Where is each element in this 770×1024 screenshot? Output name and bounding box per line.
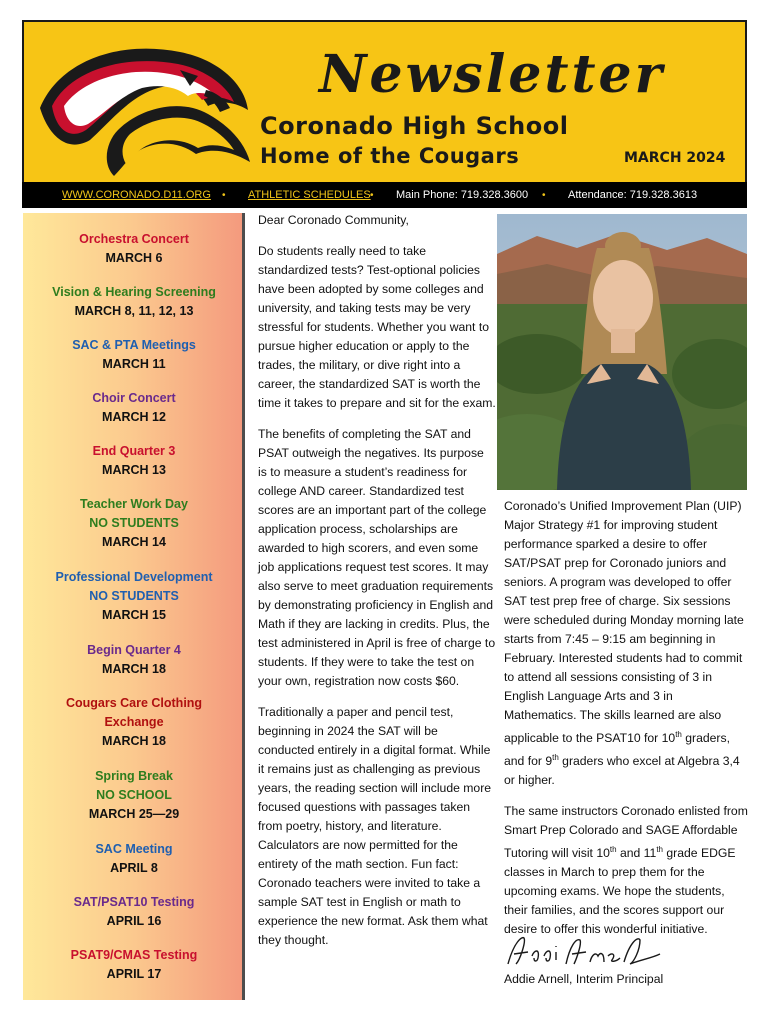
letter-text: grade EDGE classes in March to prep them for the upcoming exams. We hope the students, their families, and the scores support our desire to offer this wonderful initiative.	[504, 846, 736, 937]
letter-text: Coronado’s Unified Improvement Plan (UIP) Major Strategy #1 for improving student performance sparked a desire to offer SAT/PSAT prep for Coronado juniors and seniors. A program was developed to offer SAT test prep free of charge. Six sessions were scheduled during Monday morning late starts from 7:45 – 9:15 am beginning in February. Interested students had to commit to attend all sessions consisting of 3 in English Language Arts and 3 in Mathematics. The skills learned are also applicable to the PSAT10 for 10	[504, 499, 744, 746]
event-item	[23, 283, 245, 321]
event-date: MARCH 13	[102, 463, 166, 477]
event-title: End Quarter 3	[92, 444, 176, 458]
event-date: APRIL 17	[106, 967, 162, 981]
separator-dot: •	[222, 189, 226, 201]
event-item	[23, 230, 245, 268]
signer-name: Addie Arnell, Interim Principal	[504, 972, 664, 986]
event-date: APRIL 8	[110, 861, 158, 875]
event-date: MARCH 8, 11, 12, 13	[74, 304, 194, 318]
event-title: PSAT9/CMAS Testing	[70, 948, 198, 962]
letter-paragraph: Traditionally a paper and pencil test, beginning in 2024 the SAT will be conducted entirely in a digital format. While it remains just as challenging as previous years, the reading section will include more focused questions with passages taken from poetry, history, and literature. Calculators are now permitted for the entirety of the math section. Fun fact: Coronado teachers were invited to take a sample SAT test in English or math to experience the new format. Ask them what they thought.	[258, 705, 492, 947]
event-date: APRIL 16	[106, 914, 162, 928]
event-date: MARCH 15	[102, 608, 166, 622]
event-title: Spring Break	[95, 769, 173, 783]
event-note: Exchange	[104, 715, 164, 729]
event-item	[23, 840, 245, 878]
letter-paragraph: Do students really need to take standardized tests? Test-optional policies have been adopted by some colleges and university, and taking tests may be very stressful for students. Whether you want to pursue higher education or apply to the trades, the military, or dive right into a career, the standardized SAT is worth the time it takes to prepare and sit for the exam.	[258, 244, 496, 410]
event-item	[23, 568, 245, 625]
event-title: SAT/PSAT10 Testing	[73, 895, 195, 909]
school-tagline: Home of the Cougars	[260, 144, 520, 168]
website-link[interactable]: WWW.CORONADO.D11.ORG	[62, 189, 211, 201]
cougar-logo-icon	[30, 30, 252, 180]
issue-date: MARCH 2024	[624, 150, 726, 166]
event-title: Vision & Hearing Screening	[52, 285, 216, 299]
event-title: Begin Quarter 4	[87, 643, 181, 657]
event-note: NO SCHOOL	[96, 788, 172, 802]
events-sidebar	[23, 213, 245, 1000]
letter-column-2	[504, 497, 748, 951]
event-item	[23, 694, 245, 751]
event-item	[23, 767, 245, 824]
event-title: SAC Meeting	[95, 842, 173, 856]
letter-text: The same instructors Coronado enlisted from Smart Prep Colorado and SAGE Affordable Tutoring will visit 10	[504, 804, 748, 861]
letter-text: graders, and for 9	[504, 731, 730, 769]
athletic-schedules-link[interactable]: ATHLETIC SCHEDULES	[248, 189, 371, 201]
event-date: MARCH 12	[102, 410, 166, 424]
event-title: Teacher Work Day	[80, 497, 188, 511]
event-title: Professional Development	[55, 570, 213, 584]
event-date: MARCH 11	[102, 357, 166, 371]
event-item	[23, 389, 245, 427]
letter-paragraph	[504, 497, 748, 790]
event-item	[23, 893, 245, 931]
event-date: MARCH 14	[102, 535, 166, 549]
letter-paragraph	[504, 802, 748, 939]
newsletter-title: Newsletter	[319, 44, 666, 105]
school-name: Coronado High School	[260, 112, 569, 140]
event-title: Choir Concert	[92, 391, 176, 405]
ordinal-suffix: th	[656, 845, 663, 855]
event-date: MARCH 18	[102, 734, 166, 748]
masthead-banner	[22, 20, 747, 182]
event-title: Cougars Care Clothing	[65, 696, 203, 710]
event-note: NO STUDENTS	[89, 589, 179, 603]
principal-signature	[504, 932, 664, 972]
main-phone: Main Phone: 719.328.3600	[396, 189, 529, 201]
letter-text: and 11	[616, 846, 657, 861]
event-date: MARCH 6	[105, 251, 163, 265]
attendance-phone: Attendance: 719.328.3613	[568, 189, 698, 201]
event-item	[23, 495, 245, 552]
separator-dot: •	[542, 189, 546, 201]
separator-dot: •	[370, 189, 374, 201]
letter-column-1	[258, 211, 496, 962]
letter-greeting: Dear Coronado Community,	[258, 213, 409, 227]
ordinal-suffix: th	[609, 845, 617, 855]
event-item	[23, 641, 245, 679]
event-item	[23, 946, 245, 984]
event-note: NO STUDENTS	[89, 516, 179, 530]
event-title: SAC & PTA Meetings	[72, 338, 196, 352]
ordinal-suffix: th	[675, 730, 682, 739]
event-date: MARCH 25—29	[88, 807, 180, 821]
event-date: MARCH 18	[102, 662, 166, 676]
info-bar	[22, 182, 747, 208]
ordinal-suffix: th	[552, 753, 559, 763]
letter-text: graders who excel at Algebra 3,4 or higher.	[504, 754, 740, 788]
event-title: Orchestra Concert	[79, 232, 189, 246]
event-item	[23, 336, 245, 374]
letter-paragraph: The benefits of completing the SAT and PSAT outweigh the negatives. Its purpose is to measure a student’s readiness for college AND career. Standardized test scores are an important part of the college application process, scholarships are awarded to high scorers, and even some job applications request test scores. It may also serve to meet graduation requirements by demonstrating proficiency in English and Math if they are lacking in credits. Plus, the test administered in April is free of charge to students. If they were to take the test on your own, registration now costs $60.	[258, 427, 496, 688]
principal-photo	[497, 214, 747, 490]
event-item	[23, 442, 245, 480]
